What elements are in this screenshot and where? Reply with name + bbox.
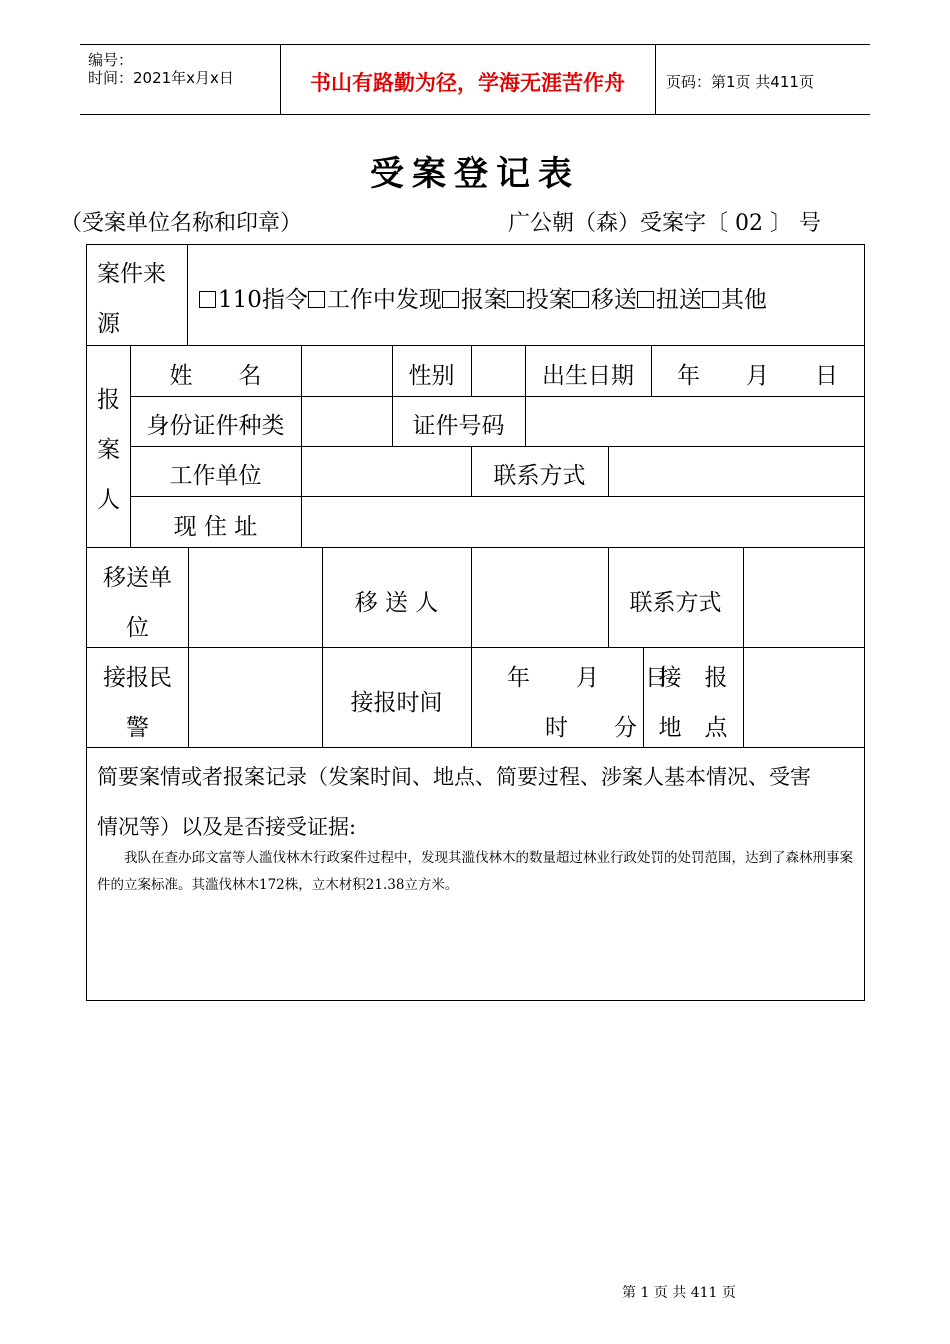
gender-label: 性别 xyxy=(408,363,455,389)
transfer-unit-label: 移送单 xyxy=(103,565,172,591)
checkbox-110[interactable]: 110指令 xyxy=(199,287,308,313)
header-page-cell xyxy=(656,45,870,114)
receiving-officer-label-2: 警 xyxy=(126,715,149,741)
case-source-label-2: 源 xyxy=(97,311,120,337)
unit-seal-label: （受案单位名称和印章） xyxy=(60,211,303,236)
case-source-options xyxy=(199,281,767,314)
id-number-label: 证件号码 xyxy=(412,413,505,439)
receive-time-label: 接报时间 xyxy=(350,690,443,716)
checkbox-report[interactable]: 报案 xyxy=(442,287,507,313)
workplace-label: 工作单位 xyxy=(169,463,262,489)
checkbox-transfer[interactable]: 移送 xyxy=(572,287,637,313)
transfer-contact-label: 联系方式 xyxy=(629,590,722,616)
reporter-label-1: 报 xyxy=(97,387,120,413)
reporter-label-2: 案 xyxy=(97,437,120,463)
transfer-unit-label-2: 位 xyxy=(126,615,149,641)
receive-date-value: 年 月 日 xyxy=(507,665,668,691)
summary-body: 我队在查办邱文富等人滥伐林木行政案件过程中，发现其滥伐林木的数量超过林业行政处罚的处罚范围，达到了森林刑事案件的立案标准。其滥伐林木172株，立木材积21.38立方米。 xyxy=(97,850,853,893)
receiving-officer-label: 接报民 xyxy=(103,665,172,691)
receive-place-label-2: 地 点 xyxy=(658,715,728,741)
time-label: 时间：2021年x月x日 xyxy=(88,69,234,87)
summary-heading-2: 情况等）以及是否接受证据: xyxy=(97,815,357,839)
page-header xyxy=(80,44,870,115)
case-source-label: 案件来 xyxy=(97,261,166,287)
checkbox-found-at-work[interactable]: 工作中发现 xyxy=(308,287,442,313)
receive-time-value: 时 分 xyxy=(545,715,637,741)
form-title: 受案登记表 xyxy=(370,154,580,194)
address-label: 现 住 址 xyxy=(173,514,258,540)
page-label: 页码：第1页 共411页 xyxy=(666,73,814,91)
birth-date-value: 年 月 日 xyxy=(677,363,838,389)
checkbox-other[interactable]: 其他 xyxy=(702,287,767,313)
checkbox-escort[interactable]: 扭送 xyxy=(637,287,702,313)
receive-place-label: 接 报 xyxy=(658,665,728,691)
summary-heading: 简要案情或者报案记录（发案时间、地点、简要过程、涉案人基本情况、受害 xyxy=(97,765,811,789)
id-type-label: 身份证件种类 xyxy=(146,413,285,439)
header-motto-cell xyxy=(280,45,656,114)
motto: 书山有路勤为径，学海无涯苦作舟 xyxy=(310,71,625,95)
name-label: 姓 名 xyxy=(169,363,262,389)
checkbox-surrender[interactable]: 投案 xyxy=(507,287,572,313)
reporter-label-3: 人 xyxy=(97,487,120,513)
case-number-label: 广公朝（森）受案字〔 02 〕 号 xyxy=(508,211,821,236)
case-registration-form xyxy=(86,244,865,1001)
page-footer: 第 1 页 共 411 页 xyxy=(622,1285,736,1301)
reporter-contact-label: 联系方式 xyxy=(493,463,586,489)
header-info-cell xyxy=(80,45,281,114)
birth-date-label: 出生日期 xyxy=(542,363,634,389)
number-label: 编号： xyxy=(88,51,134,69)
transfer-person-label: 移 送 人 xyxy=(354,590,439,616)
